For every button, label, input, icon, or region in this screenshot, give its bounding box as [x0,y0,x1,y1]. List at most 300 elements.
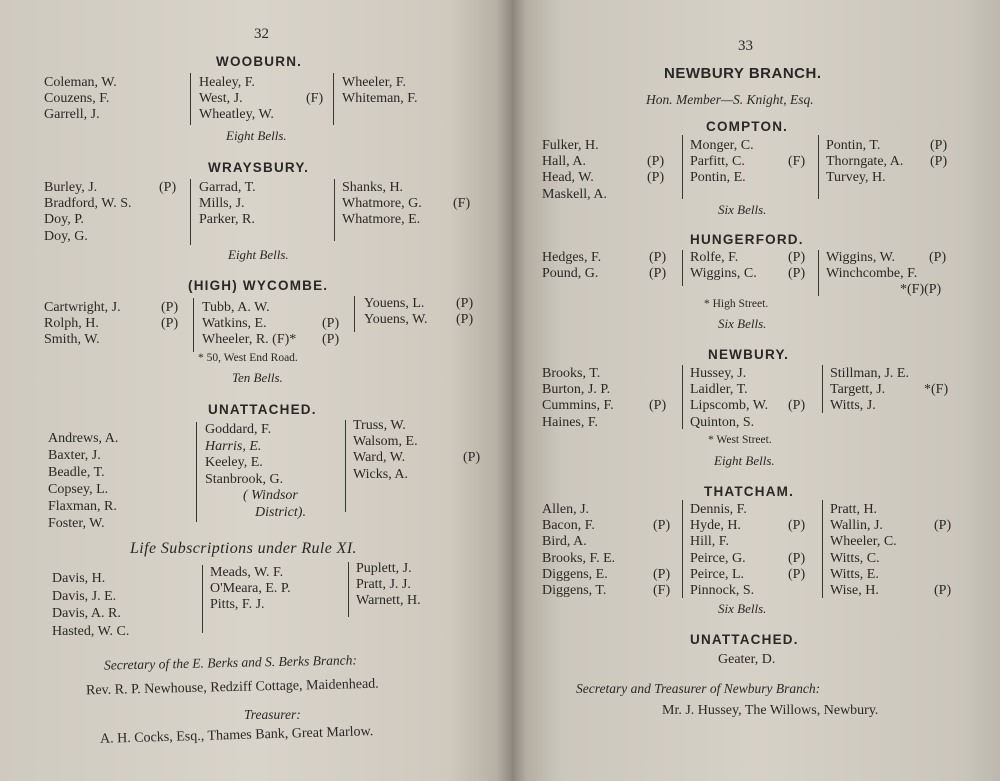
member-name: Diggens, E. [542,566,608,582]
member-name: Stillman, J. E. [830,366,909,381]
address-note: * High Street. [704,298,769,310]
secretary-name-address: Rev. R. P. Newhouse, Redziff Cottage, Maidenhead. [85,676,379,699]
member-entry [690,415,825,431]
member-entry [342,180,482,196]
member-name: Burton, J. P. [542,382,611,398]
member-entry [342,196,482,212]
member-name: Coleman, W. [44,75,117,90]
member-name: Lipscomb, W. [690,398,769,414]
secretary-label: Secretary of the E. Berks and S. Berks Branch: [103,652,358,673]
member-entry [44,212,184,228]
member-name: Davis, A. R. [52,606,121,621]
member-qualification-tag: (P) [649,398,667,414]
unattached-col-2 [205,422,345,521]
member-entry [48,481,188,498]
wooburn-col-1 [44,75,184,124]
page-number: 32 [254,26,269,42]
column-rule [822,365,823,413]
member-name: Shanks, H. [342,180,404,195]
member-name: ( Windsor [243,488,298,503]
wycombe-col-2 [202,300,352,349]
member-entry [830,534,970,550]
section-heading-unattached: UNATTACHED. [690,632,799,647]
column-rule [354,296,355,332]
member-entry [690,266,820,282]
member-name: Tubb, A. W. [202,300,270,315]
member-qualification-tag: (P) [929,250,947,265]
member-qualification-tag: (P) [788,518,806,534]
column-rule [682,250,683,286]
member-qualification-tag: (P) [159,180,177,195]
member-name: Turvey, H. [826,170,886,186]
member-qualification-tag: (P) [649,266,667,282]
member-name: Wheatley, W. [199,107,274,123]
member-entry [342,91,472,107]
member-name: Witts, E. [830,566,879,582]
wraysbury-col-3 [342,180,482,229]
member-entry [542,382,682,398]
member-entry [830,567,970,583]
compton-col-2 [690,138,820,187]
member-entry [542,366,682,382]
member-name: Dennis, F. [690,502,747,517]
member-name: Whatmore, G. [342,196,422,212]
member-entry [210,597,345,613]
member-entry [48,515,188,532]
member-entry [210,565,345,581]
honorary-member: Hon. Member—S. Knight, Esq. [646,92,814,107]
member-name: Quinton, S. [690,414,755,430]
member-qualification-tag: (P) [788,566,806,582]
member-entry [830,551,970,567]
secretary-label: Secretary and Treasurer of Newbury Branch: [576,681,821,696]
member-entry [356,561,496,577]
member-entry [690,170,820,186]
section-heading-compton: COMPTON. [706,119,789,134]
section-heading-hungerford: HUNGERFORD. [690,232,804,247]
member-entry [830,518,970,534]
member-entry [542,170,682,186]
unattached-col-3 [353,418,493,483]
member-entry [202,300,352,316]
member-name: Bird, A. [542,534,587,550]
member-name: Parker, R. [199,212,255,228]
member-entry [690,154,820,170]
member-name: Keeley, E. [205,455,263,470]
member-name: Davis, H. [52,571,106,586]
member-entry [690,551,825,567]
member-qualification-tag: (P) [161,300,179,315]
member-name: Copsey, L. [48,482,109,497]
member-entry [342,212,482,228]
section-heading-thatcham: THATCHAM. [704,484,795,499]
member-entry [199,75,329,91]
member-name: Stanbrook, G. [205,471,284,487]
member-entry [44,75,184,91]
column-rule [682,365,683,429]
member-name: Rolph, H. [44,316,99,332]
member-qualification-tag: (P) [647,170,665,186]
member-qualification-tag: (F) [653,583,671,599]
member-name: Hall, A. [542,154,586,170]
member-name: Harris, E. [205,438,262,454]
member-name: Witts, J. [830,398,876,414]
member-entry [542,266,682,282]
secretary-name-address: Mr. J. Hussey, The Willows, Newbury. [662,703,879,718]
hungerford-col-2 [690,250,820,282]
bells-note: Eight Bells. [714,453,775,468]
member-qualification-tag: (P) [653,566,671,582]
member-name: Haines, F. [542,414,599,430]
member-entry [44,300,189,316]
member-name: Brooks, T. [542,366,601,381]
column-rule [196,422,197,522]
member-entry [364,312,499,328]
member-qualification-tag: (P) [930,154,948,170]
member-name: Wheeler, C. [830,534,897,550]
column-rule [348,562,349,617]
member-entry [690,502,825,518]
page-number: 33 [738,38,753,54]
member-entry [44,229,184,245]
bells-note: Six Bells. [718,601,767,616]
member-qualification-tag: *(F) [924,382,949,398]
member-name: Burley, J. [44,180,98,195]
member-name: Truss, W. [353,418,406,433]
compton-col-1 [542,138,682,203]
member-name: Davis, J. E. [52,588,117,604]
member-name: Maskell, A. [542,186,607,202]
treasurer-name-address: A. H. Cocks, Esq., Thames Bank, Great Marlow. [99,724,374,747]
life-col-2 [210,565,345,614]
member-entry [542,583,682,599]
member-name: Thorngate, A. [826,154,904,170]
member-qualification-tag: (P) [934,583,952,599]
member-name: Whiteman, F. [342,91,418,107]
column-rule [818,135,819,199]
life-col-3 [356,561,496,610]
member-name: Wicks, A. [353,466,409,482]
thatcham-col-2 [690,502,825,599]
member-entry [826,138,966,154]
member-qualification-tag: (F) [306,91,324,107]
member-entry [44,107,184,123]
column-rule [818,250,819,296]
member-name: Meads, W. F. [210,565,284,580]
wooburn-col-2 [199,75,329,124]
member-name: Diggens, T. [542,583,607,599]
member-name: Wheeler, R. (F)* [202,332,297,348]
member-entry [690,382,825,398]
member-name: Goddard, F. [205,422,272,437]
member-entry [826,154,966,170]
member-name: Monger, C. [690,138,754,153]
member-name: Hasted, W. C. [52,623,130,639]
unattached-col-1 [48,430,188,532]
bells-note: Eight Bells. [228,247,289,262]
member-qualification-tag: (P) [456,296,474,311]
member-entry [542,415,682,431]
member-entry [48,447,188,464]
member-name: Pratt, J. J. [356,577,411,593]
member-qualification-tag: (F) [453,196,471,212]
column-rule [333,73,334,125]
address-note: * 50, West End Road. [198,352,298,364]
newbury-col-1 [542,366,682,431]
member-name: Wheeler, F. [342,75,407,90]
member-name: Hussey, J. [690,366,747,381]
member-name: Baxter, J. [48,448,101,463]
member-entry [52,588,197,606]
member-name: Hedges, F. [542,250,602,265]
member-entry [830,502,970,518]
member-qualification-tag: (P) [653,518,671,534]
member-entry [356,593,496,609]
column-rule [190,179,191,245]
member-name: Flaxman, R. [48,499,117,514]
member-name: Andrews, A. [48,431,119,446]
member-entry [199,91,329,107]
branch-title: NEWBURY BRANCH. [664,65,822,82]
member-entry [205,488,345,505]
member-entry [205,455,345,472]
member-entry [826,282,986,298]
member-name: Pound, G. [542,266,599,282]
member-entry [48,498,188,515]
member-name: Wise, H. [830,583,879,599]
life-col-1 [52,570,197,640]
thatcham-col-1 [542,502,682,599]
member-entry [48,464,188,481]
newbury-col-3 [830,366,970,415]
member-entry [690,366,825,382]
member-name: Pitts, F. J. [210,597,265,613]
column-rule [334,179,335,241]
member-entry [542,551,682,567]
member-name: Laidler, T. [690,382,748,398]
member-qualification-tag: (P) [788,550,806,566]
member-entry [199,212,329,228]
member-entry [353,434,493,450]
member-qualification-tag: (P) [463,450,481,466]
member-name: Pontin, T. [826,138,881,153]
member-qualification-tag: (P) [788,266,806,282]
bells-note: Ten Bells. [232,370,283,385]
member-qualification-tag: (F) [788,154,806,170]
member-entry [830,583,970,599]
member-entry [210,581,345,597]
member-entry [826,170,966,186]
member-entry [826,250,986,266]
member-entry [690,518,825,534]
member-name: Youens, L. [364,296,425,311]
section-heading-high-wycombe: (HIGH) WYCOMBE. [188,278,329,293]
member-name: Garrell, J. [44,107,100,123]
member-name: Healey, F. [199,75,255,90]
right-page [512,0,1000,781]
treasurer-label: Treasurer: [244,707,301,722]
member-entry [205,422,345,439]
member-entry [342,75,472,91]
member-entry [205,472,345,489]
member-entry [542,534,682,550]
member-entry [52,570,197,588]
member-entry [542,502,682,518]
member-name: Peirce, L. [690,566,745,582]
section-heading-wraysbury: WRAYSBURY. [208,160,310,175]
member-entry [542,154,682,170]
member-entry [690,534,825,550]
member-entry [52,623,197,641]
member-name: Ward, W. [353,450,406,466]
member-name: District). [255,504,306,520]
member-name: Winchcombe, F. [826,266,918,282]
member-entry [542,567,682,583]
member-qualification-tag: (P) [161,316,179,332]
column-rule [682,135,683,199]
member-entry [44,91,184,107]
member-name: Bradford, W. S. [44,196,132,212]
column-rule [193,298,194,352]
column-rule [682,500,683,598]
member-entry [44,316,189,332]
unattached-member: Geater, D. [718,652,776,667]
member-qualification-tag: (P) [934,518,952,534]
member-name: Doy, G. [44,228,88,244]
column-rule [822,500,823,598]
member-name: Hyde, H. [690,518,741,534]
bells-note: Six Bells. [718,202,767,217]
member-name: *(F)(P) [900,282,942,298]
member-name: Pinnock, S. [690,583,755,599]
member-qualification-tag: (P) [322,332,340,348]
member-name: Cartwright, J. [44,300,121,315]
member-entry [44,196,184,212]
section-heading-wooburn: WOOBURN. [216,54,303,69]
member-entry [353,467,493,483]
member-entry [353,418,493,434]
member-entry [690,138,820,154]
member-entry [830,382,970,398]
member-name: Mills, J. [199,196,245,212]
section-heading-newbury: NEWBURY. [708,347,790,362]
member-name: Parfitt, C. [690,154,745,170]
member-entry [542,138,682,154]
member-entry [690,398,825,414]
member-entry [202,332,352,348]
member-qualification-tag: (P) [649,250,667,265]
member-entry [199,107,329,123]
member-name: Hill, F. [690,534,729,550]
member-name: Wiggins, W. [826,250,896,265]
member-qualification-tag: (P) [456,312,474,328]
member-name: Beadle, T. [48,465,105,480]
wycombe-col-1 [44,300,189,349]
member-entry [690,583,825,599]
member-entry [202,316,352,332]
address-note: * West Street. [708,434,772,446]
member-entry [199,180,329,196]
member-entry [830,398,970,414]
member-entry [356,577,496,593]
member-name: Cummins, F. [542,398,614,414]
member-qualification-tag: (P) [322,316,340,332]
member-name: Witts, C. [830,550,880,566]
member-name: Head, W. [542,170,594,186]
member-entry [826,266,986,282]
member-qualification-tag: (P) [647,154,665,170]
member-name: O'Meara, E. P. [210,581,291,597]
member-entry [542,250,682,266]
member-name: Walsom, E. [353,434,418,450]
member-entry [205,505,345,522]
section-heading-life-subscriptions: Life Subscriptions under Rule XI. [130,540,357,557]
member-name: Puplett, J. [356,561,412,576]
member-qualification-tag: (P) [788,398,806,414]
wycombe-col-3 [364,296,499,328]
member-name: Pontin, E. [690,170,746,186]
thatcham-col-3 [830,502,970,599]
member-name: Targett, J. [830,382,886,398]
member-name: Wallin, J. [830,518,883,534]
member-entry [364,296,499,312]
column-rule [345,420,346,512]
hungerford-col-1 [542,250,682,282]
newbury-col-2 [690,366,825,431]
member-name: Wiggins, C. [690,266,757,282]
member-name: Doy, P. [44,212,84,228]
member-entry [353,450,493,466]
member-entry [542,398,682,414]
member-name: Smith, W. [44,332,100,348]
member-name: Watkins, E. [202,316,267,332]
member-name: West, J. [199,91,243,107]
member-name: Rolfe, F. [690,250,739,265]
member-name: Peirce, G. [690,550,746,566]
wooburn-col-3 [342,75,472,107]
member-qualification-tag: (P) [930,138,948,153]
member-name: Pratt, H. [830,502,878,517]
member-name: Brooks, F. E. [542,550,616,566]
column-rule [190,73,191,125]
member-name: Foster, W. [48,516,105,531]
bells-note: Six Bells. [718,316,767,331]
compton-col-3 [826,138,966,187]
member-name: Whatmore, E. [342,212,421,228]
member-entry [205,439,345,456]
bells-note: Eight Bells. [226,128,287,143]
member-entry [542,187,682,203]
member-entry [44,180,184,196]
member-entry [542,518,682,534]
member-entry [52,605,197,623]
member-entry [830,366,970,382]
column-rule [202,565,203,633]
member-name: Bacon, F. [542,518,595,534]
member-entry [48,430,188,447]
hungerford-col-3 [826,250,986,299]
member-name: Fulker, H. [542,138,599,153]
section-heading-unattached: UNATTACHED. [208,402,317,417]
member-name: Garrad, T. [199,180,256,195]
member-name: Allen, J. [542,502,590,517]
member-entry [690,567,825,583]
wraysbury-col-2 [199,180,329,229]
member-entry [44,332,189,348]
member-entry [199,196,329,212]
member-entry [690,250,820,266]
member-name: Couzens, F. [44,91,110,107]
